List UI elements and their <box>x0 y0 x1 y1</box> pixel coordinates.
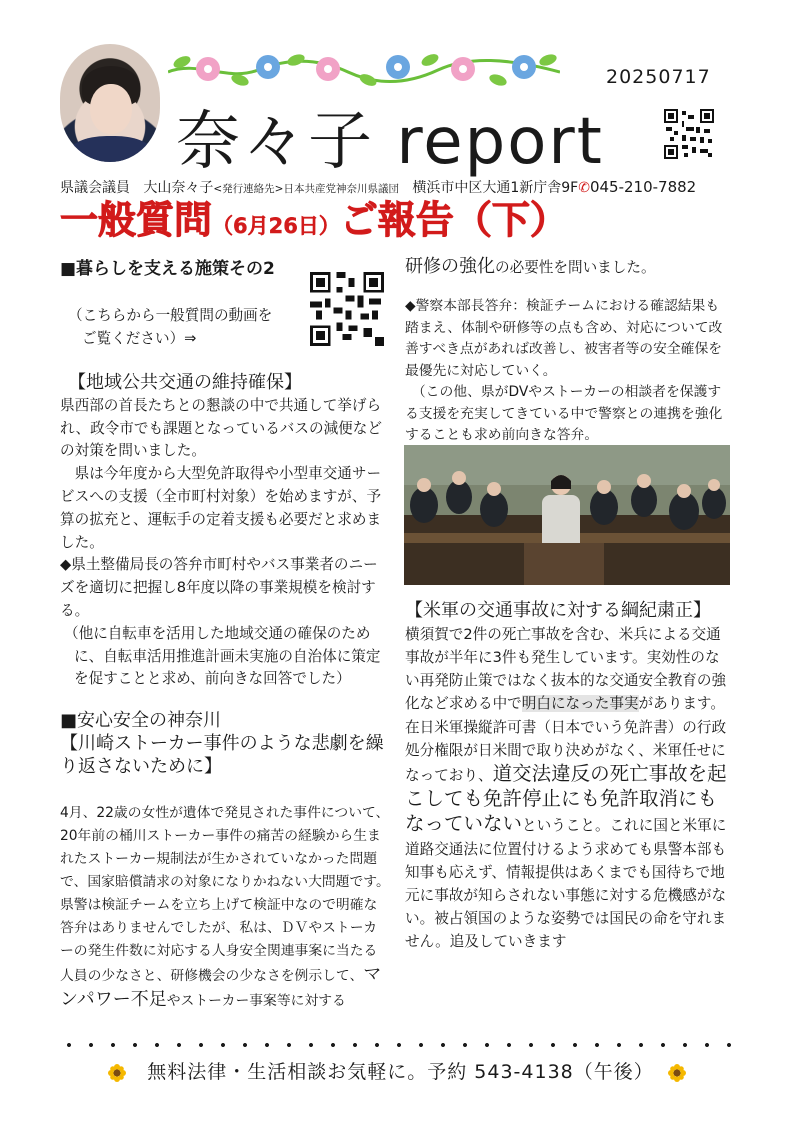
section-title: ■安心安全の神奈川 <box>60 710 222 731</box>
highlighted-text: 明白になった事実 <box>521 695 639 713</box>
portrait-photo <box>60 44 160 162</box>
page-title: 奈々子 report <box>176 105 604 179</box>
answer-paragraph: ◆県土整備局長の答弁市町村やバス事業者のニーズを適切に把握し8年度以降の事業規模を検討する。 <box>60 556 378 619</box>
headline: 一般質問（6月26日）ご報告（下） <box>60 198 568 242</box>
paragraph: 県西部の首長たちとの懇談の中で共通して挙げられ、政令市でも課題となっているバスの減便などの対策を問いました。 <box>60 396 382 460</box>
sunflower-icon <box>668 1064 686 1082</box>
emphasis-text: 研修の強化 <box>405 256 495 277</box>
left-column-body <box>60 372 390 691</box>
left-column-section2 <box>60 710 390 778</box>
subsection-title: 【米軍の交通事故に対する綱紀粛正】 <box>405 600 711 621</box>
morning-glory-vine <box>168 52 560 86</box>
paragraph: 県は今年度から大型免許取得や小型車交通サービスへの支援（全市町村対象）を始めますが、予算の拡充と、運転手の定着支援も必要だと求めました。 <box>60 465 382 551</box>
subsection-title: 【川崎ストーカー事件のような悲劇を繰り返さないために】 <box>60 732 384 777</box>
contact-label: <発行連絡先>日本共産党神奈川県議団 <box>213 183 399 195</box>
right-column: 研修の強化の必要性を問いました。 <box>405 256 656 277</box>
footer <box>0 1057 794 1084</box>
answer-paragraph: ◆警察本部長答弁：検証チームにおける確認結果も踏まえ、体制や研修等の点も含め、対応について改善すべき点があれば改善し、被害者等の安全確保を最優先に対応していく。 <box>405 298 723 379</box>
sunflower-icon <box>108 1064 126 1082</box>
section-title: ■暮らしを支える施策その2 <box>60 259 275 279</box>
subsection-title: 【地域公共交通の維持確保】 <box>68 372 302 393</box>
publisher-info <box>60 177 696 197</box>
emphasis-text: マンパワー不足 <box>60 964 382 1010</box>
role: 県議会議員 <box>60 180 130 196</box>
qr-code-icon <box>310 272 384 346</box>
author-name: 大山奈々子 <box>143 180 214 196</box>
emphasis-text: 道交法違反の死亡事故を起こしても免許停止にも免許取消にもなっていない <box>405 762 727 836</box>
qr-code-icon <box>664 108 714 160</box>
phone-number: 045-210-7882 <box>589 178 697 196</box>
paragraph: 4月、22歳の女性が遺体で発見された事件について、20年前の桶川ストーカー事件の痛苦の経験から生まれたストーカー規制法が生かされていなかった問題で、国家賠償請求の対象になりかねない大問題です。県警は検証チームを立ち上げて検証中なので明確な答弁はありませんでしたが、私は、ＤＶやストーカーの発生件数に対応する人身安全関連事案に当たる人員の少なさと、研修機会の少なさを例示して、 <box>60 805 390 984</box>
phone-icon: ✆ <box>578 180 590 196</box>
footer-text: 無料法律・生活相談お気軽に。予約 543-4138（午後） <box>147 1061 654 1083</box>
dotted-divider <box>58 1038 734 1052</box>
issue-date: 20250717 <box>606 66 711 88</box>
paragraph: （他に自転車を活用した地域交通の確保のために、自転車活用推進計画未実施の自治体に策定を促すことと求め、前向きな回答でした） <box>64 624 381 688</box>
paragraph: （この他、県がDVやストーカーの相談者を保護する支援を充実してきている中で警察との連携を強化することも求め前向きな答弁。 <box>405 384 723 443</box>
address: 横浜市中区大通1新庁舎9F <box>412 180 579 196</box>
paragraph: 横須賀で2件の死亡事故を含む、米兵による交通事故が半年に3件も発生しています。実効性のない再発防止策ではなく抜本的な交通安全教育の強化など求める中で <box>405 625 727 713</box>
right-column-answer <box>405 296 730 447</box>
assembly-photo <box>404 445 730 585</box>
video-note: （こちらから一般質問の動画を ご覧ください）⇒ <box>68 307 273 347</box>
right-column-section3: 【米軍の交通事故に対する綱紀粛正】 横須賀で2件の死亡事故を含む、米兵による交通事故が半年に3件も発生しています。実効性のない再発防止策ではなく抜本的な交通安全教育の強化など求める中で明白になった事実があります。在日米軍操縦許可書（日本でいう免許書）の行政処分権限が日米間で取り決めがなく、米軍任せになっており、道交法違反の死亡事故を起こしても免許停止にも免許取消にもなっていないということ。これに国と米軍に道路交通法に位置付けるよう求めても県警本部も知事も応えず、情報提供はあくまでも国待ちで地元に事故が知らされない事態に対する危機感がない。被占領国のような姿勢では国民の命を守れません。追及していきます <box>405 600 730 954</box>
left-column-section2-body: 4月、22歳の女性が遺体で発見された事件について、20年前の桶川ストーカー事件の痛苦の経験から生まれたストーカー規制法が生かされていなかった問題で、国家賠償請求の対象になりかねない大問題です。県警は検証チームを立ち上げて検証中なので明確な答弁はありませんでしたが、私は、ＤＶやストーカーの発生件数に対応する人身安全関連事案に当たる人員の少なさと、研修機会の少なさを例示して、マンパワー不足やストーカー事案等に対する <box>60 805 390 1010</box>
